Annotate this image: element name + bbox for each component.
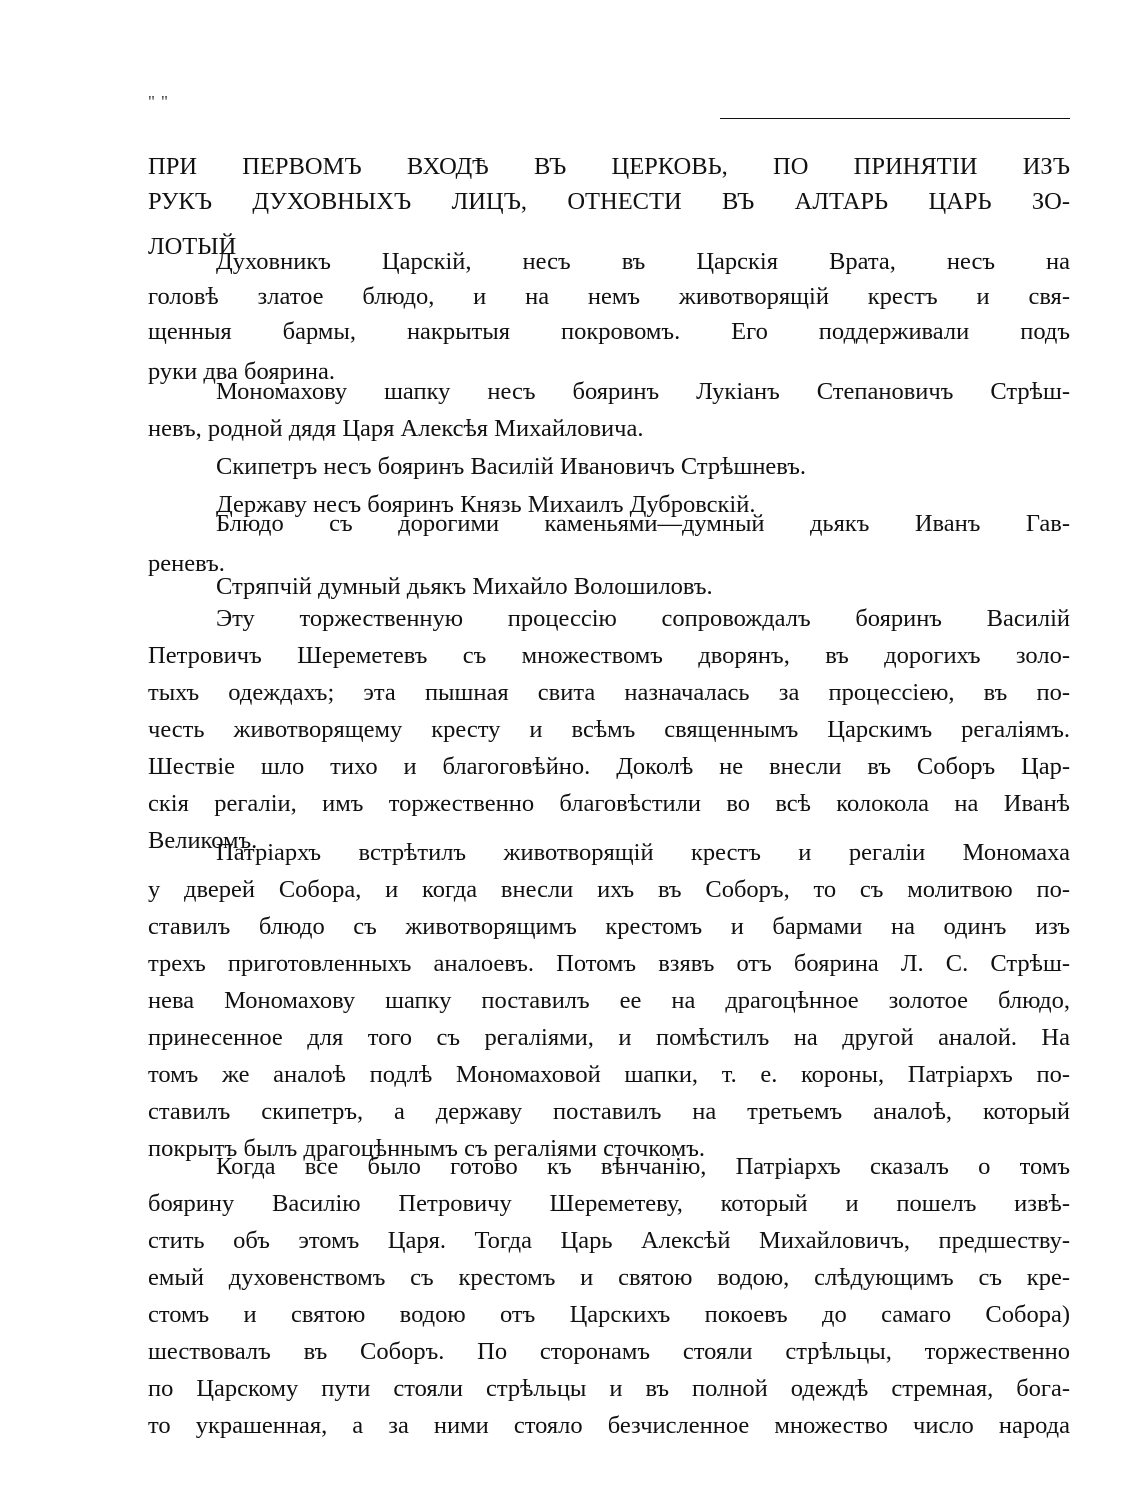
text-line: емый духовенствомъ съ крестомъ и святою водою, слѣдующимъ съ кре- [148,1264,1070,1291]
text-line: реневъ. [148,550,225,577]
text-line: ставилъ блюдо съ животворящимъ крестомъ и бармами на одинъ изъ [148,913,1070,940]
text-line: то украшенная, а за ними стояло безчисленное множество число народа [148,1412,1070,1439]
text-line: боярину Василію Петровичу Шереметеву, который и пошелъ извѣ- [148,1190,1070,1217]
text-line: ПРИ ПЕРВОМЪ ВХОДѢ ВЪ ЦЕРКОВЬ, ПО ПРИНЯТІИ ИЗЪ [148,153,1070,180]
text-line: Патріархъ встрѣтилъ животворящій крестъ и регаліи Мономаха [216,839,1070,866]
text-line: тыхъ одеждахъ; эта пышная свита назначалась за процессіею, въ по- [148,679,1070,706]
text-line: головѣ златое блюдо, и на немъ животворящій крестъ и свя- [148,283,1070,310]
header-rule [720,118,1070,119]
text-line: стомъ и святою водою отъ Царскихъ покоевъ до самаго Собора) [148,1301,1070,1328]
text-line: ЛОТЫЙ [148,233,237,260]
text-line: Духовникъ Царскій, несъ въ Царскія Врата, несъ на [216,248,1070,275]
text-line: невъ, родной дядя Царя Алексѣя Михайловича. [148,415,644,442]
text-line: трехъ приготовленныхъ аналоевъ. Потомъ взявъ отъ боярина Л. С. Стрѣш- [148,950,1070,977]
text-line: Шествіе шло тихо и благоговѣйно. Доколѣ не внесли въ Соборъ Цар- [148,753,1070,780]
text-line: стить объ этомъ Царя. Тогда Царь Алексѣй Михайловичъ, предшеству- [148,1227,1070,1254]
text-line: у дверей Собора, и когда внесли ихъ въ Соборъ, то съ молитвою по- [148,876,1070,903]
text-line: Стряпчій думный дьякъ Михайло Волошиловъ. [216,573,713,600]
text-line: Державу несъ бояринъ Князь Михаилъ Дубровскій. [216,491,756,518]
page-header [148,92,1070,122]
text-line: принесенное для того съ регаліями, и помѣстилъ на другой аналой. На [148,1024,1070,1051]
text-line: Скипетръ несъ бояринъ Василій Ивановичъ Стрѣшневъ. [216,453,807,480]
text-line: Мономахову шапку несъ бояринъ Лукіанъ Степановичъ Стрѣш- [216,378,1070,405]
text-line: Когда все было готово къ вѣнчанію, Патріархъ сказалъ о томъ [216,1153,1070,1180]
text-line: РУКЪ ДУХОВНЫХЪ ЛИЦЪ, ОТНЕСТИ ВЪ АЛТАРЬ ЦАРЬ ЗО- [148,188,1070,215]
text-line: честь животворящему кресту и всѣмъ священнымъ Царскимъ регаліямъ. [148,716,1070,743]
header-text: "" [148,92,174,111]
text-line: руки два боярина. [148,358,336,385]
text-line: томъ же аналоѣ подлѣ Мономаховой шапки, т. е. короны, Патріархъ по- [148,1061,1070,1088]
text-line: по Царскому пути стояли стрѣльцы и въ полной одеждѣ стремная, бога- [148,1375,1070,1402]
text-line: Великомъ. [148,827,258,854]
text-line: ставилъ скипетръ, а державу поставилъ на третьемъ аналоѣ, который [148,1098,1070,1125]
text-line: покрытъ былъ драгоцѣннымъ съ регаліями сточкомъ. [148,1135,706,1162]
text-line: нева Мономахову шапку поставилъ ее на драгоцѣнное золотое блюдо, [148,987,1070,1014]
text-line: скія регаліи, имъ торжественно благовѣстили во всѣ колокола на Иванѣ [148,790,1070,817]
text-line: шествовалъ въ Соборъ. По сторонамъ стояли стрѣльцы, торжественно [148,1338,1070,1365]
text-line: Эту торжественную процессію сопровождалъ бояринъ Василій [216,605,1070,632]
text-line: Петровичъ Шереметевъ съ множествомъ дворянъ, въ дорогихъ золо- [148,642,1070,669]
text-line: щенныя бармы, накрытыя покровомъ. Его поддерживали подъ [148,318,1070,345]
text-line: Блюдо съ дорогими каменьями—думный дьякъ Иванъ Гав- [216,510,1070,537]
